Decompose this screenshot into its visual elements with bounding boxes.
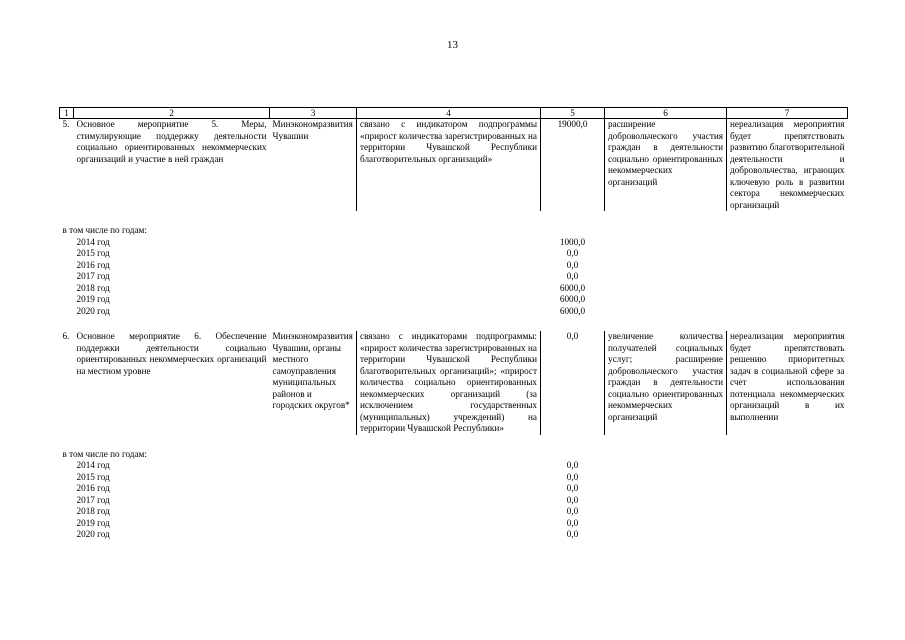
- empty-cell: [60, 529, 74, 541]
- activity-executor: Минэкономразвития Чувашии, органы местного самоуправления муниципальных районов и городских округов*: [272, 331, 353, 410]
- empty-cell: [605, 483, 848, 495]
- activity-total: 0,0: [541, 331, 605, 435]
- activity-executor: Минэкономразвития Чувашии: [272, 119, 353, 141]
- year-value: 6000,0: [559, 282, 586, 293]
- year-row: [60, 237, 848, 249]
- empty-cell: [60, 483, 74, 495]
- page-number: 13: [447, 39, 458, 51]
- empty-cell: [60, 283, 74, 295]
- spacer-row: [60, 317, 848, 331]
- year-value: 0,0: [566, 248, 579, 258]
- activity-name: Основное мероприятие 6. Обеспечение поддержки деятельности социально ориентированных некоммерческих организаций на местном уровне: [76, 331, 267, 376]
- column-header: 6: [605, 108, 727, 119]
- empty-cell: [605, 248, 848, 260]
- year-value: 0,0: [566, 471, 579, 482]
- empty-cell: [605, 506, 848, 518]
- column-header: 5: [541, 108, 605, 119]
- empty-cell: [605, 518, 848, 530]
- year-row: [60, 306, 848, 318]
- empty-cell: [605, 495, 848, 507]
- empty-cell: [605, 260, 848, 272]
- empty-cell: [60, 306, 74, 318]
- year-value: 0,0: [566, 460, 579, 470]
- year-row: [60, 495, 848, 507]
- year-row: [60, 529, 848, 541]
- year-label: 2019 год: [76, 517, 110, 528]
- empty-cell: [60, 237, 74, 249]
- year-row: [60, 260, 848, 272]
- years-label: в том числе по годам:: [62, 225, 147, 235]
- year-value: 0,0: [566, 517, 579, 528]
- year-row: [60, 483, 848, 495]
- activity-result: расширение добровольческого участия граждан в деятельности социально ориентированных некоммерческих организаций: [605, 119, 727, 212]
- empty-cell: [605, 529, 848, 541]
- activity-indicator: связано с индикатором подпрограммы «прирост количества зарегистрированных на территории Чувашской Республики благотворительных организаций»: [357, 119, 541, 212]
- empty-cell: [60, 271, 74, 283]
- empty-cell: [60, 460, 74, 472]
- empty-cell: [605, 472, 848, 484]
- empty-cell: [605, 283, 848, 295]
- activity-consequence: нереализация мероприятия будет препятствовать развитию благотворительной деятельности и добровольчества, играющих ключевую роль в развитии сектора некоммерческих организаций: [727, 119, 848, 212]
- year-row: [60, 472, 848, 484]
- year-label: 2020 год: [76, 529, 110, 539]
- year-row: [60, 248, 848, 260]
- year-value: 0,0: [566, 259, 579, 270]
- year-row: [60, 271, 848, 283]
- activities-table: [59, 107, 848, 541]
- year-label: 2014 год: [76, 236, 110, 247]
- year-label: 2015 год: [76, 471, 110, 482]
- row-number: 6.: [62, 331, 70, 341]
- year-value: 0,0: [566, 271, 579, 281]
- year-value: 0,0: [566, 494, 579, 505]
- years-label-row: [60, 449, 848, 461]
- row-number: 5.: [62, 119, 70, 129]
- year-label: 2020 год: [76, 305, 110, 316]
- empty-cell: [605, 271, 848, 283]
- empty-cell: [605, 237, 848, 249]
- year-label: 2018 год: [76, 506, 110, 516]
- activity-result: увеличение количества получателей социальных услуг; расширение добровольческого участия граждан в деятельности социально ориентированных некоммерческих организаций: [605, 331, 727, 435]
- empty-cell: [60, 472, 74, 484]
- activity-row: [60, 119, 848, 212]
- year-value: 6000,0: [559, 305, 586, 316]
- activity-consequence: нереализация мероприятия будет препятствовать решению приоритетных задач в социальной сфере за счет использования потенциала некоммерческих организаций в их выполнении: [727, 331, 848, 435]
- table-header-row: [60, 108, 848, 119]
- year-label: 2015 год: [76, 248, 110, 258]
- activity-indicator: связано с индикаторами подпрограммы: «прирост количества зарегистрированных на территории Чувашской Республики благотворительных организаций»; «прирост количества социально ориентированных некоммерческих организаций (за исключением государственных (муниципальных) учреждений) на территории Чувашской Республики»: [357, 331, 541, 435]
- empty-cell: [60, 518, 74, 530]
- year-row: [60, 518, 848, 530]
- year-row: [60, 283, 848, 295]
- spacer-row: [60, 435, 848, 449]
- empty-cell: [60, 294, 74, 306]
- year-label: 2019 год: [76, 294, 110, 304]
- activity-row: [60, 331, 848, 435]
- year-value: 0,0: [566, 529, 579, 539]
- year-label: 2016 год: [76, 483, 110, 493]
- empty-cell: [60, 260, 74, 272]
- spacer-row: [60, 211, 848, 225]
- empty-cell: [605, 306, 848, 318]
- activity-name: Основное мероприятие 5. Меры, стимулирующие поддержку деятельности социально ориентированных некоммерческих организаций и участие в ней граждан: [76, 119, 267, 164]
- years-label-row: [60, 225, 848, 237]
- year-label: 2017 год: [76, 271, 110, 281]
- year-row: [60, 294, 848, 306]
- year-label: 2018 год: [76, 282, 110, 293]
- year-value: 6000,0: [559, 294, 586, 304]
- year-label: 2017 год: [76, 494, 110, 505]
- year-value: 1000,0: [559, 236, 586, 247]
- column-header: 3: [270, 108, 357, 119]
- empty-cell: [60, 495, 74, 507]
- year-value: 0,0: [566, 483, 579, 493]
- year-label: 2014 год: [76, 460, 110, 470]
- empty-cell: [60, 248, 74, 260]
- column-header: 4: [357, 108, 541, 119]
- column-header: 7: [727, 108, 848, 119]
- years-label: в том числе по годам:: [62, 448, 147, 459]
- empty-cell: [60, 506, 74, 518]
- year-value: 0,0: [566, 506, 579, 516]
- column-header: 1: [60, 108, 74, 119]
- year-row: [60, 506, 848, 518]
- column-header: 2: [74, 108, 270, 119]
- empty-cell: [605, 460, 848, 472]
- activity-total: 19000,0: [541, 119, 605, 212]
- year-label: 2016 год: [76, 259, 110, 270]
- empty-cell: [605, 294, 848, 306]
- year-row: [60, 460, 848, 472]
